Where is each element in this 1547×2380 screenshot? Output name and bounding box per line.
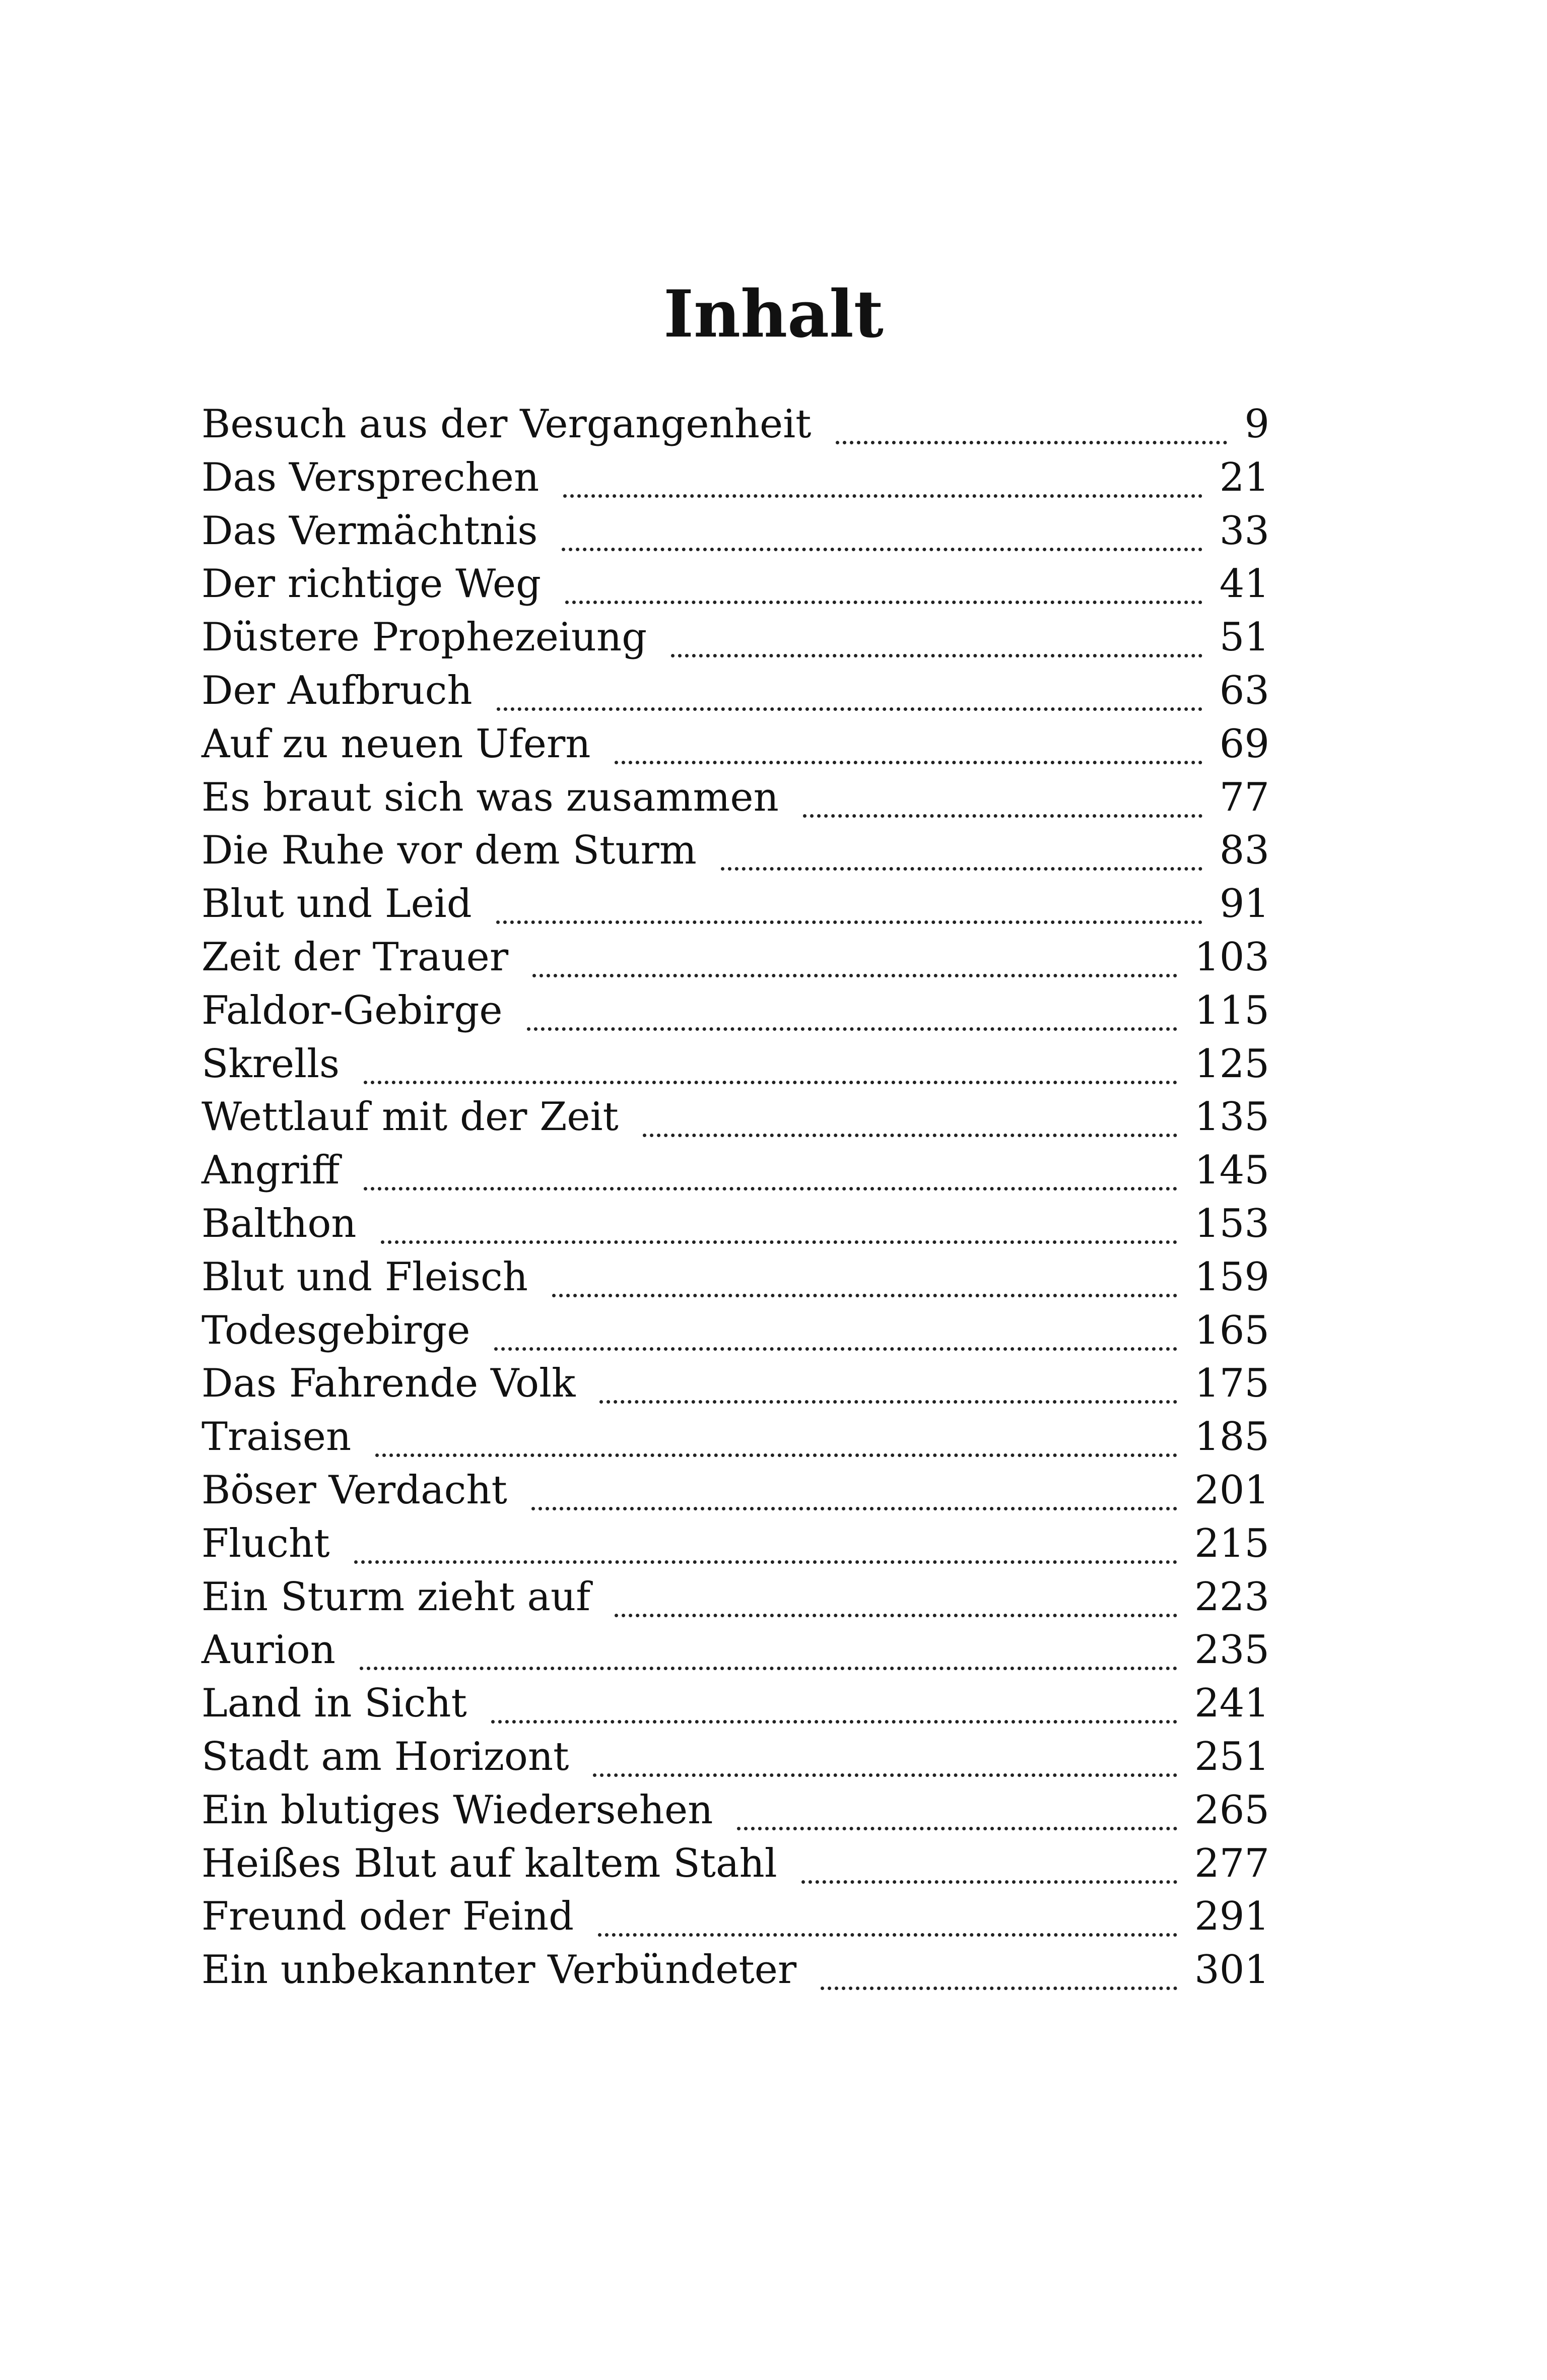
toc-entry-page-number: 41 — [1219, 561, 1269, 607]
toc-entry — [201, 558, 1269, 611]
toc-entry-page-number: 153 — [1194, 1201, 1269, 1246]
dot-leader — [615, 1614, 1177, 1617]
dot-leader — [381, 1240, 1178, 1244]
toc-entry-page-number: 135 — [1194, 1094, 1269, 1140]
toc-entry — [201, 1038, 1269, 1091]
dot-leader — [643, 1134, 1177, 1137]
dot-leader — [599, 1400, 1177, 1404]
toc-entry-page-number: 223 — [1194, 1574, 1269, 1620]
dot-leader — [496, 920, 1202, 924]
toc-entry-title: Auf zu neuen Ufern — [201, 721, 591, 767]
toc-entry-page-number: 9 — [1244, 402, 1269, 447]
toc-entry-page-number: 265 — [1194, 1787, 1269, 1833]
toc-entry — [201, 771, 1269, 825]
dot-leader — [801, 1880, 1177, 1884]
toc-entry-page-number: 185 — [1194, 1414, 1269, 1460]
toc-entry-page-number: 159 — [1194, 1254, 1269, 1300]
dot-leader — [562, 548, 1202, 551]
toc-entry-title: Aurion — [201, 1627, 335, 1673]
toc-entry — [201, 984, 1269, 1038]
toc-entry-page-number: 63 — [1219, 668, 1269, 713]
toc-entry-title: Blut und Fleisch — [201, 1254, 528, 1300]
toc-entry-title: Das Vermächtnis — [201, 508, 538, 554]
toc-entry-title: Faldor-Gebirge — [201, 987, 503, 1033]
toc-entry-page-number: 33 — [1219, 508, 1269, 554]
toc-entry — [201, 1890, 1269, 1944]
toc-entry-title: Stadt am Horizont — [201, 1734, 569, 1779]
toc-entry — [201, 824, 1269, 878]
dot-leader — [671, 654, 1202, 657]
toc-entry — [201, 1091, 1269, 1144]
toc-entry-title: Traisen — [201, 1414, 352, 1460]
dot-leader — [354, 1560, 1178, 1564]
toc-entry-title: Der Aufbruch — [201, 668, 473, 713]
toc-entry — [201, 1571, 1269, 1624]
toc-entry-page-number: 21 — [1219, 454, 1269, 500]
toc-entry-title: Zeit der Trauer — [201, 934, 509, 980]
dot-leader — [552, 1294, 1177, 1297]
toc-entry — [201, 1144, 1269, 1198]
toc-entry-page-number: 251 — [1194, 1734, 1269, 1779]
dot-leader — [494, 1347, 1177, 1351]
toc-entry-page-number: 291 — [1194, 1894, 1269, 1940]
toc-entry-title: Heißes Blut auf kaltem Stahl — [201, 1840, 777, 1886]
toc-entry — [201, 398, 1269, 451]
toc-entry-page-number: 115 — [1194, 987, 1269, 1033]
toc-entry — [201, 1784, 1269, 1837]
toc-entry — [201, 505, 1269, 558]
dot-leader — [593, 1773, 1177, 1777]
dot-leader — [360, 1667, 1177, 1670]
dot-leader — [364, 1081, 1177, 1084]
toc-entry — [201, 1944, 1269, 1997]
toc-entry-page-number: 215 — [1194, 1520, 1269, 1566]
toc-entry-title: Balthon — [201, 1201, 357, 1246]
dot-leader — [491, 1720, 1177, 1724]
toc-entry — [201, 1198, 1269, 1251]
dot-leader — [531, 1507, 1177, 1510]
toc-entry — [201, 1731, 1269, 1784]
toc-entry-title: Besuch aus der Vergangenheit — [201, 402, 812, 447]
toc-entry-page-number: 145 — [1194, 1148, 1269, 1194]
toc-entry-title: Der richtige Weg — [201, 561, 542, 607]
toc-entry — [201, 1411, 1269, 1464]
toc-entry-page-number: 201 — [1194, 1467, 1269, 1513]
toc-entry — [201, 1357, 1269, 1411]
toc-entry — [201, 1464, 1269, 1517]
toc-entry-page-number: 83 — [1219, 828, 1269, 874]
dot-leader — [527, 1027, 1178, 1031]
toc-entry-page-number: 103 — [1194, 934, 1269, 980]
toc-entry — [201, 878, 1269, 931]
toc-entry-title: Wettlauf mit der Zeit — [201, 1094, 619, 1140]
toc-entry-title: Düstere Prophezeiung — [201, 615, 647, 660]
toc-entry-title: Es braut sich was zusammen — [201, 774, 779, 820]
dot-leader — [836, 441, 1228, 444]
toc-entry — [201, 611, 1269, 665]
toc-entry — [201, 1624, 1269, 1677]
page-title: Inhalt — [663, 277, 884, 352]
dot-leader — [364, 1187, 1177, 1191]
dot-leader — [565, 601, 1202, 604]
dot-leader — [803, 814, 1202, 818]
dot-leader — [721, 867, 1202, 871]
toc-entry-title: Böser Verdacht — [201, 1467, 507, 1513]
toc-entry-title: Todesgebirge — [201, 1307, 470, 1353]
toc-entry-title: Flucht — [201, 1520, 330, 1566]
toc-entry-page-number: 277 — [1194, 1840, 1269, 1886]
toc-entry-title: Ein Sturm zieht auf — [201, 1574, 591, 1620]
toc-entry-page-number: 175 — [1194, 1361, 1269, 1407]
toc-entry-title: Ein blutiges Wiedersehen — [201, 1787, 713, 1833]
dot-leader — [598, 1933, 1177, 1937]
toc-entry-page-number: 51 — [1219, 615, 1269, 660]
toc-entry-title: Freund oder Feind — [201, 1894, 574, 1940]
toc-entry-title: Skrells — [201, 1041, 340, 1087]
toc-entry-title: Die Ruhe vor dem Sturm — [201, 828, 697, 874]
toc-entry — [201, 1677, 1269, 1731]
toc-entry-page-number: 69 — [1219, 721, 1269, 767]
dot-leader — [563, 494, 1202, 498]
dot-leader — [497, 707, 1202, 711]
toc-entry — [201, 1304, 1269, 1358]
toc-entry — [201, 931, 1269, 984]
dot-leader — [737, 1827, 1177, 1830]
toc-entry-page-number: 77 — [1219, 774, 1269, 820]
toc-entry-title: Angriff — [201, 1148, 340, 1194]
toc-entry-title: Blut und Leid — [201, 881, 472, 927]
table-of-contents — [201, 398, 1269, 1997]
toc-entry — [201, 451, 1269, 505]
toc-entry-page-number: 165 — [1194, 1307, 1269, 1353]
toc-entry-title: Ein unbekannter Verbündeter — [201, 1947, 797, 1993]
toc-entry-page-number: 125 — [1194, 1041, 1269, 1087]
toc-entry-page-number: 301 — [1194, 1947, 1269, 1993]
toc-entry-page-number: 235 — [1194, 1627, 1269, 1673]
dot-leader — [532, 974, 1177, 977]
toc-entry-title: Land in Sicht — [201, 1681, 467, 1727]
toc-entry — [201, 665, 1269, 718]
toc-entry — [201, 1517, 1269, 1571]
toc-entry — [201, 1837, 1269, 1891]
dot-leader — [821, 1987, 1177, 1990]
toc-entry-page-number: 91 — [1219, 881, 1269, 927]
toc-entry — [201, 1251, 1269, 1304]
dot-leader — [375, 1453, 1177, 1457]
dot-leader — [615, 761, 1202, 764]
toc-entry — [201, 718, 1269, 771]
toc-entry-page-number: 241 — [1194, 1681, 1269, 1727]
toc-entry-title: Das Versprechen — [201, 454, 540, 500]
toc-entry-title: Das Fahrende Volk — [201, 1361, 576, 1407]
